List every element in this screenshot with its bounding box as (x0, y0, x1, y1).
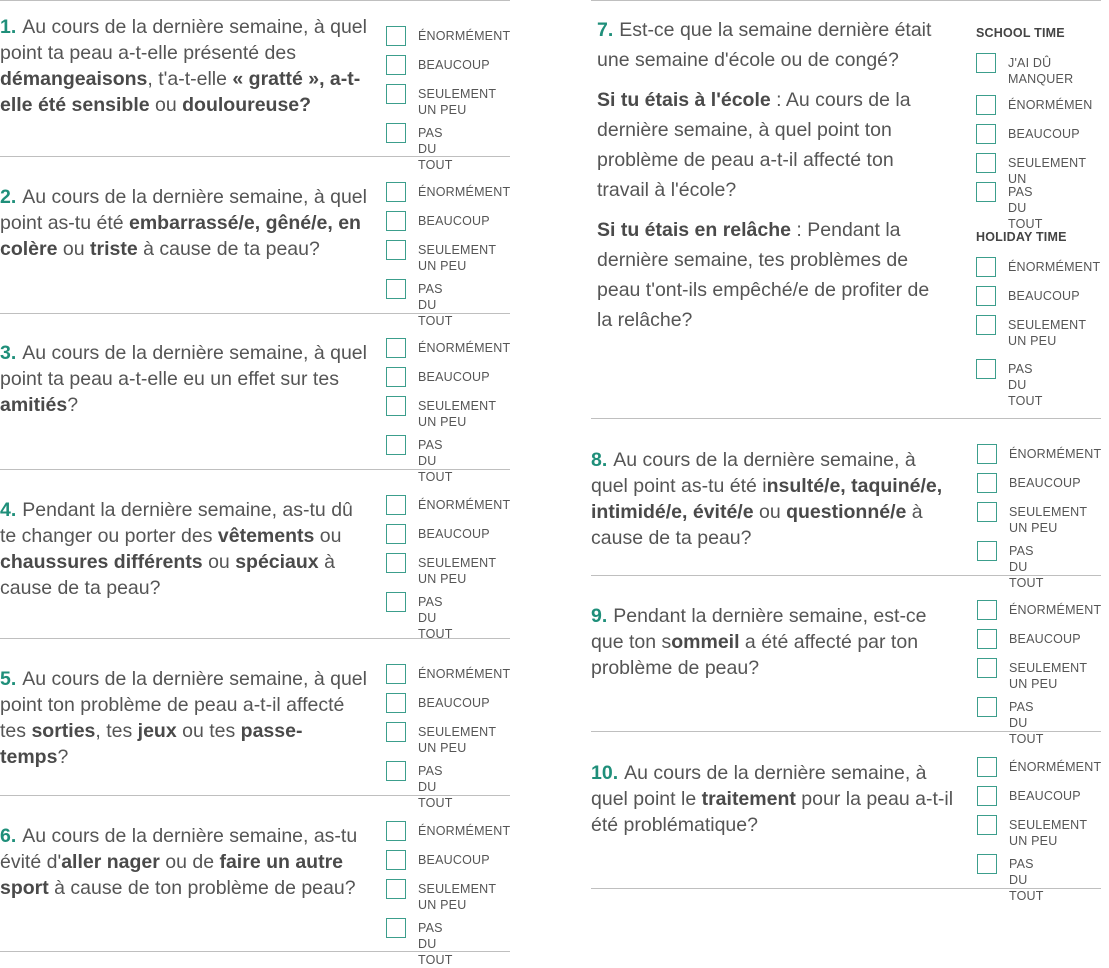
option-enormement[interactable]: ÉNORMÉMENT (977, 600, 1101, 620)
checkbox[interactable] (386, 879, 406, 899)
checkbox[interactable] (977, 629, 997, 649)
question-number: 10. (591, 762, 619, 784)
option-beaucoup[interactable]: BEAUCOUP (976, 286, 1080, 306)
option-pas-du-tout[interactable]: PAS DU TOUT (977, 854, 1044, 904)
option-enormement[interactable]: ÉNORMÉMENT (386, 821, 510, 841)
option-enormement[interactable]: ÉNORMÉMENT (977, 444, 1101, 464)
checkbox[interactable] (386, 26, 406, 46)
divider (591, 0, 1101, 1)
checkbox[interactable] (386, 850, 406, 870)
checkbox[interactable] (976, 315, 996, 335)
checkbox[interactable] (977, 473, 997, 493)
checkbox[interactable] (386, 761, 406, 781)
question-number: 5. (0, 668, 17, 690)
question-7: 7. Est-ce que la semaine dernière était une semaine d'école ou de congé? Si tu étais à l'école : Au cours de la dernière semaine, à quel point ton problème de peau a-t-il affecté ton travail à l'école? Si tu étais en relâche : Pendant la dernière semaine, tes problèmes de peau t'ont-ils empêché/e de profiter de la relâche? (597, 19, 932, 331)
option-pas-du-tout[interactable]: PAS DU TOUT (977, 541, 1044, 591)
checkbox[interactable] (386, 84, 406, 104)
checkbox[interactable] (977, 541, 997, 561)
question-8: 8. Au cours de la dernière semaine, à quel point as-tu été insulté/e, taquiné/e, intimidé/e, évité/e ou questionné/e à cause de ta peau? (591, 449, 943, 549)
question-4: 4. Pendant la dernière semaine, as-tu dû te changer ou porter des vêtements ou chaussures différents ou spéciaux à cause de ta peau? (0, 499, 353, 599)
checkbox[interactable] (977, 658, 997, 678)
option-pas-du-tout[interactable]: PAS DU TOUT (386, 918, 453, 968)
option-beaucoup[interactable]: BEAUCOUP (386, 850, 490, 870)
checkbox[interactable] (386, 495, 406, 515)
checkbox[interactable] (386, 592, 406, 612)
question-number: 8. (591, 449, 608, 471)
question-3: 3. Au cours de la dernière semaine, à quel point ta peau a-t-elle eu un effet sur tes amitiés? (0, 342, 367, 416)
option-pas-du-tout[interactable]: PAS DU TOUT (977, 697, 1044, 747)
option-beaucoup[interactable]: BEAUCOUP (386, 55, 490, 75)
checkbox[interactable] (976, 95, 996, 115)
checkbox[interactable] (386, 664, 406, 684)
checkbox[interactable] (386, 821, 406, 841)
checkbox[interactable] (386, 338, 406, 358)
question-number: 7. (597, 19, 614, 41)
checkbox[interactable] (976, 53, 996, 73)
question-number: 1. (0, 16, 17, 38)
option-seulement-un-peu[interactable]: SEULEMENT UN PEU (976, 315, 1086, 349)
checkbox[interactable] (386, 279, 406, 299)
checkbox[interactable] (977, 600, 997, 620)
checkbox[interactable] (977, 815, 997, 835)
option-pas-du-tout[interactable]: PAS DU TOUT (386, 123, 453, 173)
checkbox[interactable] (386, 240, 406, 260)
question-6: 6. Au cours de la dernière semaine, as-tu évité d'aller nager ou de faire un autre sport à cause de ton problème de peau? (0, 825, 358, 899)
option-pas-du-tout[interactable]: PAS DU TOUT (386, 435, 453, 485)
checkbox[interactable] (977, 444, 997, 464)
checkbox[interactable] (386, 722, 406, 742)
option-seulement-un-peu[interactable]: SEULEMENT UN (976, 153, 1086, 187)
divider (591, 418, 1101, 419)
question-9: 9. Pendant la dernière semaine, est-ce que ton sommeil a été affecté par ton problème de peau? (591, 605, 927, 679)
checkbox[interactable] (386, 123, 406, 143)
checkbox[interactable] (976, 359, 996, 379)
checkbox[interactable] (977, 757, 997, 777)
checkbox[interactable] (386, 553, 406, 573)
question-number: 9. (591, 605, 608, 627)
option-seulement-un-peu[interactable]: SEULEMENT UN PEU (977, 502, 1087, 536)
option-beaucoup[interactable]: BEAUCOUP (386, 211, 490, 231)
question-5: 5. Au cours de la dernière semaine, à quel point ton problème de peau a-t-il affecté tes sorties, tes jeux ou tes passe-temps? (0, 668, 367, 768)
option-pas-du-tout[interactable]: PAS DU TOUT (386, 279, 453, 329)
checkbox[interactable] (386, 918, 406, 938)
checkbox[interactable] (977, 697, 997, 717)
option-beaucoup[interactable]: BEAUCOUP (386, 693, 490, 713)
checkbox[interactable] (976, 257, 996, 277)
checkbox[interactable] (976, 153, 996, 173)
option-enormement[interactable]: ÉNORMÉMENT (386, 338, 510, 358)
section-label-school-time: SCHOOL TIME (976, 26, 1065, 40)
question-number: 2. (0, 186, 17, 208)
option-beaucoup[interactable]: BEAUCOUP (386, 524, 490, 544)
option-enormement[interactable]: ÉNORMÉMEN (976, 95, 1092, 115)
checkbox[interactable] (386, 693, 406, 713)
option-seulement-un-peu[interactable]: SEULEMENT UN PEU (386, 84, 496, 118)
section-label-holiday-time: HOLIDAY TIME (976, 230, 1067, 244)
option-seulement-un-peu[interactable]: SEULEMENT UN PEU (386, 240, 496, 274)
option-enormement[interactable]: ÉNORMÉMENT (386, 26, 510, 46)
question-1: 1. Au cours de la dernière semaine, à quel point ta peau a-t-elle présenté des démangeaisons, t'a-t-elle « gratté », a-t-elle été sensible ou douloureuse? (0, 16, 367, 116)
checkbox[interactable] (386, 367, 406, 387)
checkbox[interactable] (976, 124, 996, 144)
checkbox[interactable] (386, 524, 406, 544)
question-2: 2. Au cours de la dernière semaine, à quel point as-tu été embarrassé/e, gêné/e, en colère ou triste à cause de ta peau? (0, 186, 367, 260)
option-beaucoup[interactable]: BEAUCOUP (977, 473, 1081, 493)
option-beaucoup[interactable]: BEAUCOUP (977, 629, 1081, 649)
option-beaucoup[interactable]: BEAUCOUP (386, 367, 490, 387)
option-enormement[interactable]: ÉNORMÉMENT (386, 664, 510, 684)
checkbox[interactable] (977, 502, 997, 522)
option-seulement-un-peu[interactable]: SEULEMENT UN PEU (977, 815, 1087, 849)
option-enormement[interactable]: ÉNORMÉMENT (976, 257, 1100, 277)
option-beaucoup[interactable]: BEAUCOUP (977, 786, 1081, 806)
option-seulement-un-peu[interactable]: SEULEMENT UN PEU (386, 396, 496, 430)
checkbox[interactable] (976, 286, 996, 306)
option-seulement-un-peu[interactable]: SEULEMENT UN PEU (386, 722, 496, 756)
option-enormement[interactable]: ÉNORMÉMENT (386, 495, 510, 515)
question-number: 6. (0, 825, 17, 847)
option-pas-du-tout[interactable]: PAS DU TOUT (976, 182, 1043, 232)
checkbox[interactable] (386, 396, 406, 416)
option-jai-du-manquer[interactable]: J'AI DÛ MANQUER (976, 53, 1073, 87)
checkbox[interactable] (386, 55, 406, 75)
checkbox[interactable] (386, 211, 406, 231)
checkbox[interactable] (386, 182, 406, 202)
option-pas-du-tout[interactable]: PAS DU TOUT (976, 359, 1043, 409)
option-seulement-un-peu[interactable]: SEULEMENT UN PEU (977, 658, 1087, 692)
checkbox[interactable] (976, 182, 996, 202)
divider (0, 0, 510, 1)
question-number: 4. (0, 499, 17, 521)
option-enormement[interactable]: ÉNORMÉMENT (977, 757, 1101, 777)
checkbox[interactable] (977, 786, 997, 806)
option-enormement[interactable]: ÉNORMÉMENT (386, 182, 510, 202)
question-10: 10. Au cours de la dernière semaine, à quel point le traitement pour la peau a-t-il été problématique? (591, 762, 954, 836)
option-pas-du-tout[interactable]: PAS DU TOUT (386, 592, 453, 642)
question-number: 3. (0, 342, 17, 364)
option-pas-du-tout[interactable]: PAS DU TOUT (386, 761, 453, 811)
option-seulement-un-peu[interactable]: SEULEMENT UN PEU (386, 879, 496, 913)
option-beaucoup[interactable]: BEAUCOUP (976, 124, 1080, 144)
checkbox[interactable] (386, 435, 406, 455)
checkbox[interactable] (977, 854, 997, 874)
option-seulement-un-peu[interactable]: SEULEMENT UN PEU (386, 553, 496, 587)
